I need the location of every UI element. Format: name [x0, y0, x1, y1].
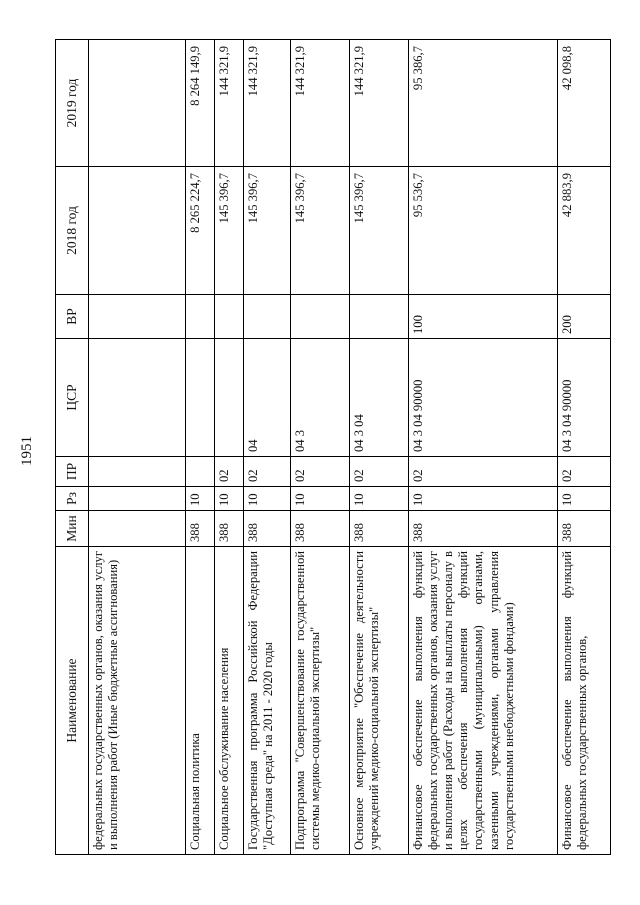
page-number-text: 1951 [18, 436, 35, 466]
cell-2018 [89, 167, 186, 295]
cell-name: федеральных государственных органов, оказания услуг и выполнения работ (Иные бюджетные ассигнования) [89, 547, 186, 855]
cell-rz: 10 [558, 487, 611, 511]
cell-min [89, 511, 186, 547]
cell-pr: 02 [291, 457, 350, 487]
cell-min: 388 [558, 511, 611, 547]
cell-name: Основное мероприятие "Обеспечение деятельности учреждений медико-социальной экспертизы" [350, 547, 409, 855]
table-row [186, 40, 215, 855]
header-2019: 2019 год [56, 40, 89, 167]
cell-pr [186, 457, 215, 487]
table-row [215, 40, 244, 855]
cell-2018: 145 396,7 [291, 167, 350, 295]
cell-rz [89, 487, 186, 511]
table-header-row [56, 40, 89, 855]
cell-2018: 95 536,7 [409, 167, 558, 295]
cell-pr: 02 [409, 457, 558, 487]
table-row [291, 40, 350, 855]
page-number [12, 436, 42, 466]
cell-csr: 04 3 04 90000 [409, 339, 558, 457]
cell-name: Подпрограмма "Совершенствование государственной системы медико-социальной экспертизы" [291, 547, 350, 855]
cell-vr [350, 295, 409, 339]
cell-csr [186, 339, 215, 457]
header-rz: Рз [56, 487, 89, 511]
cell-csr: 04 3 04 90000 [558, 339, 611, 457]
cell-name: Социальное обслуживание населения [215, 547, 244, 855]
cell-2018: 145 396,7 [215, 167, 244, 295]
cell-csr [89, 339, 186, 457]
cell-pr: 02 [350, 457, 409, 487]
cell-vr: 200 [558, 295, 611, 339]
cell-rz: 10 [350, 487, 409, 511]
cell-2018: 145 396,7 [244, 167, 291, 295]
cell-vr [89, 295, 186, 339]
table-row [244, 40, 291, 855]
cell-name: Социальная политика [186, 547, 215, 855]
cell-name: Финансовое обеспечение выполнения функций федеральных государственных органов, [558, 547, 611, 855]
cell-min: 388 [215, 511, 244, 547]
cell-2018: 145 396,7 [350, 167, 409, 295]
cell-2018: 8 265 224,7 [186, 167, 215, 295]
cell-min: 388 [186, 511, 215, 547]
cell-rz: 10 [409, 487, 558, 511]
cell-rz: 10 [215, 487, 244, 511]
cell-csr [215, 339, 244, 457]
header-2018: 2018 год [56, 167, 89, 295]
table-row [89, 40, 186, 855]
table-row [409, 40, 558, 855]
cell-csr: 04 3 04 [350, 339, 409, 457]
cell-pr: 02 [244, 457, 291, 487]
cell-rz: 10 [291, 487, 350, 511]
header-pr: ПР [56, 457, 89, 487]
header-vr: ВР [56, 295, 89, 339]
budget-table [55, 39, 611, 855]
cell-2019: 144 321,9 [215, 40, 244, 167]
cell-2019 [89, 40, 186, 167]
cell-vr: 100 [409, 295, 558, 339]
cell-2018: 42 883,9 [558, 167, 611, 295]
rotated-table-container [55, 40, 590, 855]
header-name: Наименование [56, 547, 89, 855]
cell-2019: 144 321,9 [244, 40, 291, 167]
cell-2019: 144 321,9 [291, 40, 350, 167]
cell-rz: 10 [186, 487, 215, 511]
cell-csr: 04 3 [291, 339, 350, 457]
cell-pr: 02 [215, 457, 244, 487]
cell-2019: 95 386,7 [409, 40, 558, 167]
table-row [558, 40, 611, 855]
cell-min: 388 [409, 511, 558, 547]
cell-2019: 8 264 149,9 [186, 40, 215, 167]
cell-rz: 10 [244, 487, 291, 511]
cell-vr [244, 295, 291, 339]
cell-2019: 42 098,8 [558, 40, 611, 167]
cell-pr [89, 457, 186, 487]
cell-min: 388 [244, 511, 291, 547]
cell-2019: 144 321,9 [350, 40, 409, 167]
cell-vr [215, 295, 244, 339]
cell-min: 388 [350, 511, 409, 547]
table-row [350, 40, 409, 855]
cell-vr [291, 295, 350, 339]
header-min: Мин [56, 511, 89, 547]
cell-csr: 04 [244, 339, 291, 457]
cell-name: Государственная программа Российской Федерации "Доступная среда" на 2011 - 2020 годы [244, 547, 291, 855]
header-csr: ЦСР [56, 339, 89, 457]
cell-min: 388 [291, 511, 350, 547]
cell-vr [186, 295, 215, 339]
cell-name: Финансовое обеспечение выполнения функций федеральных государственных органов, оказания услуг и выполнения работ (Расходы на выплаты персоналу в целях обеспечения выполнения функций государственными (муниципальными) органами, казенными учреждениями, органами управления государственными внебюджетными фондами) [409, 547, 558, 855]
cell-pr: 02 [558, 457, 611, 487]
